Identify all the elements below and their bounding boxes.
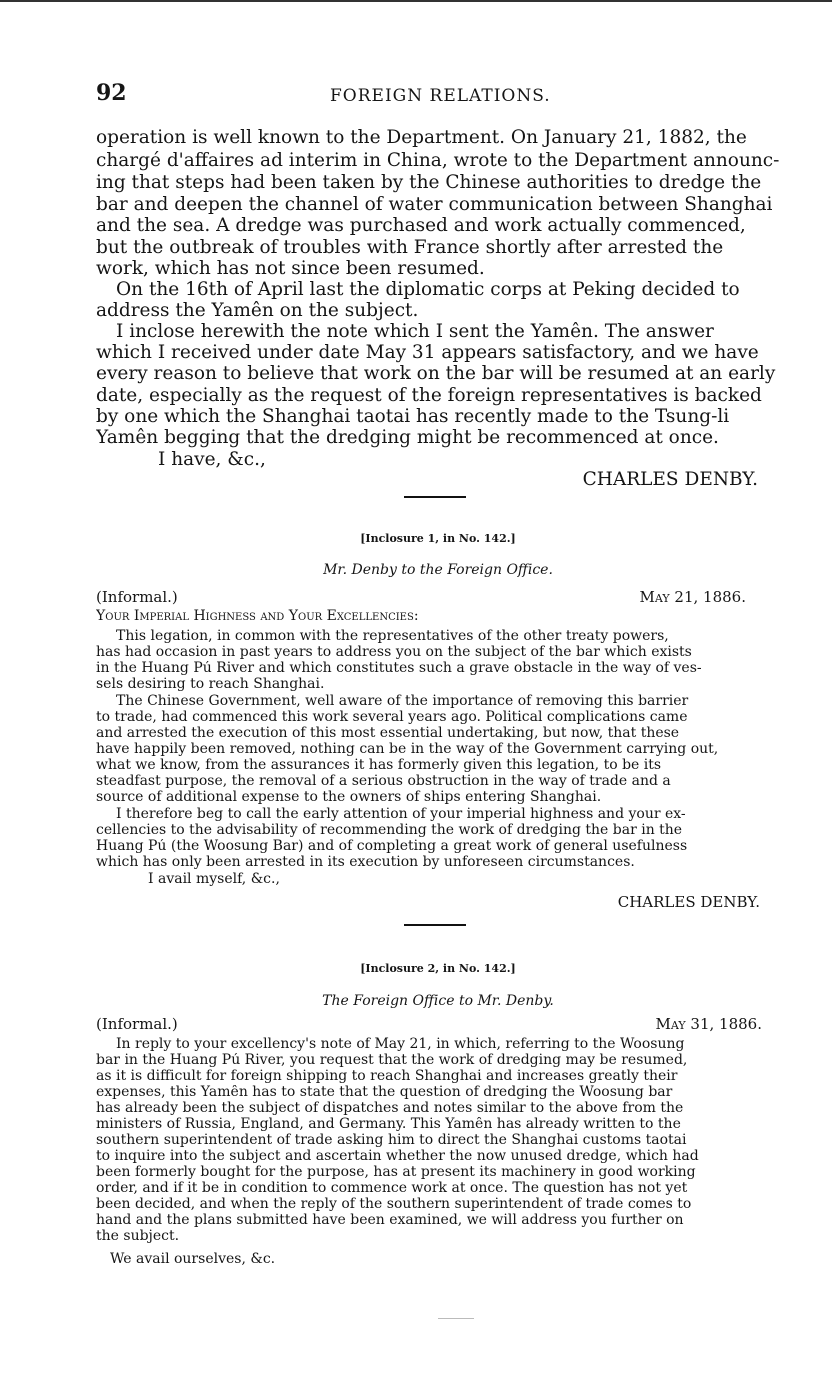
section-rule (404, 924, 466, 926)
page-number: 92 (96, 80, 127, 106)
informal-label: (Informal.) (96, 590, 178, 606)
inclosure-caption: [Inclosure 1, in No. 142.] (360, 532, 516, 545)
top-border (0, 0, 832, 2)
inclosure-line: as it is difficult for foreign shipping to reach Shanghai and increases greatly their (96, 1069, 678, 1084)
inclosure-line: to trade, had commenced this work several years ago. Political complications came (96, 710, 688, 725)
inclosure-signature: CHARLES DENBY. (617, 893, 760, 911)
inclosure-line: sels desiring to reach Shanghai. (96, 677, 325, 692)
letter-line: date, especially as the request of the foreign representatives is backed (96, 386, 762, 406)
inclosure-line: In reply to your excellency's note of May 21, in which, referring to the Woosung (116, 1037, 685, 1052)
inclosure-line: ministers of Russia, England, and Germany. This Yamên has already written to the (96, 1117, 681, 1132)
letter-line: I inclose herewith the note which I sent the Yamên. The answer (116, 322, 714, 342)
letter-line: chargé d'affaires ad interim in China, wrote to the Department announc- (96, 151, 780, 171)
inclosure-line: what we know, from the assurances it has formerly given this legation, to be its (96, 758, 662, 773)
letter-line: address the Yamên on the subject. (96, 301, 419, 321)
salutation: Your Imperial Highness and Your Excellencies: (96, 609, 419, 624)
inclosure-line: and arrested the execution of this most essential undertaking, but now, that these (96, 726, 680, 741)
inclosure-line: been decided, and when the reply of the southern superintendent of trade comes to (96, 1197, 692, 1212)
inclosure-line: have happily been removed, nothing can be in the way of the Government carrying out, (96, 742, 719, 757)
letter-line: ing that steps had been taken by the Chinese authorities to dredge the (96, 173, 762, 193)
inclosure-line: been formerly bought for the purpose, has at present its machinery in good working (96, 1165, 696, 1180)
letter-line: On the 16th of April last the diplomatic corps at Peking decided to (116, 280, 740, 300)
letter-line: every reason to believe that work on the bar will be resumed at an early (96, 364, 776, 384)
inclosure-heading: The Foreign Office to Mr. Denby. (322, 993, 554, 1009)
inclosure-line: The Chinese Government, well aware of the importance of removing this barrier (116, 694, 689, 709)
inclosure-line: to inquire into the subject and ascertain whether the now unused dredge, which had (96, 1149, 699, 1164)
letter-date: May 31, 1886. (655, 1017, 762, 1033)
informal-label: (Informal.) (96, 1017, 178, 1033)
inclosure-heading: Mr. Denby to the Foreign Office. (323, 562, 553, 578)
inclosure-line: steadfast purpose, the removal of a serious obstruction in the way of trade and a (96, 774, 671, 789)
inclosure-line: Huang Pú (the Woosung Bar) and of completing a great work of general usefulness (96, 839, 688, 854)
inclosure-line: source of additional expense to the owners of ships entering Shanghai. (96, 790, 602, 805)
section-rule (404, 496, 466, 498)
inclosure-line: This legation, in common with the representatives of the other treaty powers, (116, 629, 669, 644)
inclosure-line: which has only been arrested in its execution by unforeseen circumstances. (96, 855, 635, 870)
letter-closing: I have, &c., (158, 450, 266, 470)
inclosure-line: has had occasion in past years to address you on the subject of the bar which exists (96, 645, 692, 660)
letter-line: and the sea. A dredge was purchased and work actually commenced, (96, 216, 746, 236)
letter-line: work, which has not since been resumed. (96, 259, 485, 279)
inclosure-line: the subject. (96, 1229, 180, 1244)
inclosure-closing: We avail ourselves, &c. (110, 1252, 276, 1267)
inclosure-line: bar in the Huang Pú River, you request that the work of dredging may be resumed, (96, 1053, 688, 1068)
letter-date: May 21, 1886. (639, 590, 746, 606)
inclosure-line: cellencies to the advisability of recommending the work of dredging the bar in the (96, 823, 683, 838)
inclosure-line: has already been the subject of dispatches and notes similar to the above from the (96, 1101, 684, 1116)
letter-line: operation is well known to the Department. On January 21, 1882, the (96, 128, 747, 148)
inclosure-line: hand and the plans submitted have been examined, we will address you further on (96, 1213, 684, 1228)
inclosure-line: I therefore beg to call the early attention of your imperial highness and your ex- (116, 807, 686, 822)
inclosure-line: expenses, this Yamên has to state that the question of dredging the Woosung bar (96, 1085, 673, 1100)
letter-line: by one which the Shanghai taotai has recently made to the Tsung-li (96, 407, 730, 427)
letter-line: Yamên begging that the dredging might be recommenced at once. (96, 428, 719, 448)
inclosure-line: southern superintendent of trade asking him to direct the Shanghai customs taotai (96, 1133, 687, 1148)
letter-signature: CHARLES DENBY. (582, 470, 758, 490)
letter-line: bar and deepen the channel of water communication between Shanghai (96, 195, 773, 215)
letter-line: which I received under date May 31 appears satisfactory, and we have (96, 343, 759, 363)
inclosure-caption: [Inclosure 2, in No. 142.] (360, 962, 516, 975)
inclosure-line: order, and if it be in condition to commence work at once. The question has not yet (96, 1181, 688, 1196)
inclosure-closing: I avail myself, &c., (148, 872, 280, 887)
inclosure-line: in the Huang Pú River and which constitutes such a grave obstacle in the way of ves- (96, 661, 702, 676)
letter-line: but the outbreak of troubles with France shortly after arrested the (96, 238, 724, 258)
print-smudge (438, 1318, 474, 1319)
running-title: FOREIGN RELATIONS. (330, 86, 551, 106)
